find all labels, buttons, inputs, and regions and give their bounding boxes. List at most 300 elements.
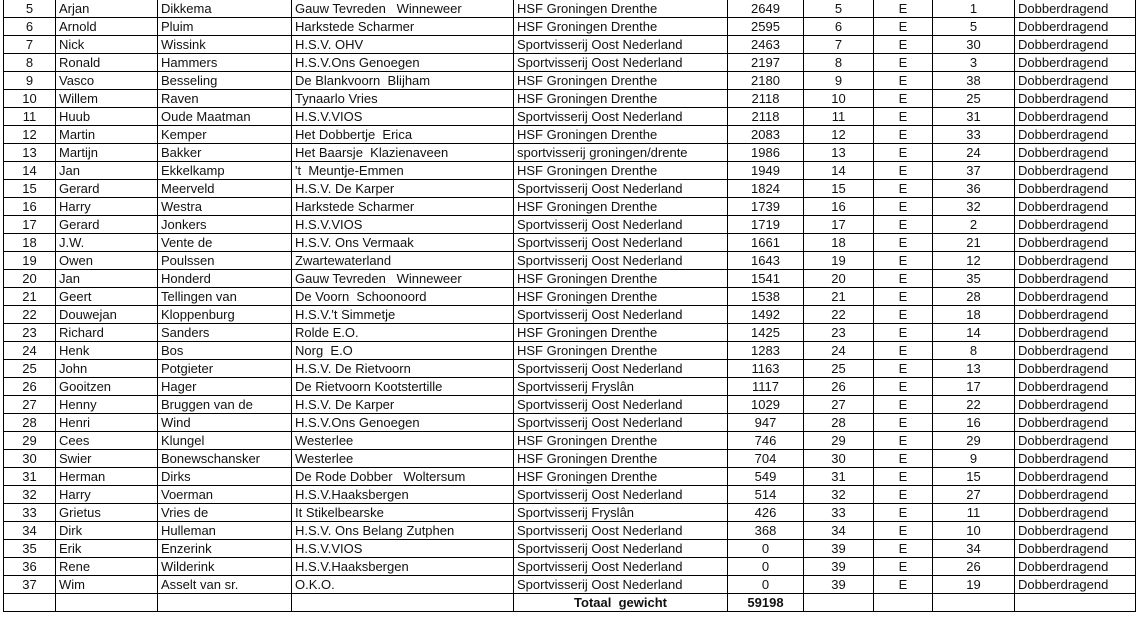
cell-rank: 26 (4, 378, 56, 396)
cell-weight: 947 (728, 414, 804, 432)
cell-last-name: Bos (158, 342, 292, 360)
table-row (4, 216, 1136, 234)
cell-draw-number: 3 (933, 54, 1015, 72)
table-row (4, 270, 1136, 288)
cell-last-name: Vente de (158, 234, 292, 252)
table-row (4, 108, 1136, 126)
cell-last-name: Hammers (158, 54, 292, 72)
cell-first-name: Swier (56, 450, 158, 468)
cell-rank: 8 (4, 54, 56, 72)
cell-technique: Dobberdragend (1015, 18, 1136, 36)
cell-first-name: Herman (56, 468, 158, 486)
cell-draw-number: 33 (933, 126, 1015, 144)
cell-federation: HSF Groningen Drenthe (514, 18, 728, 36)
cell-federation: Sportvisserij Oost Nederland (514, 108, 728, 126)
cell-draw-number: 12 (933, 252, 1015, 270)
cell-rank: 37 (4, 576, 56, 594)
cell-club: H.S.V.Haaksbergen (292, 486, 514, 504)
cell-place: 39 (804, 540, 874, 558)
cell-rank: 12 (4, 126, 56, 144)
cell-federation: Sportvisserij Oost Nederland (514, 396, 728, 414)
cell-weight: 549 (728, 468, 804, 486)
table-row (4, 126, 1136, 144)
cell-technique: Dobberdragend (1015, 504, 1136, 522)
cell-technique: Dobberdragend (1015, 144, 1136, 162)
cell-first-name: Harry (56, 486, 158, 504)
cell-sector: E (874, 486, 933, 504)
cell-club: Rolde E.O. (292, 324, 514, 342)
total-cell-place (804, 594, 874, 612)
cell-first-name: Gooitzen (56, 378, 158, 396)
cell-federation: Sportvisserij Oost Nederland (514, 576, 728, 594)
total-row (4, 594, 1136, 612)
cell-club: H.S.V. De Rietvoorn (292, 360, 514, 378)
cell-club: H.S.V.'t Simmetje (292, 306, 514, 324)
cell-draw-number: 26 (933, 558, 1015, 576)
table-row (4, 360, 1136, 378)
cell-sector: E (874, 72, 933, 90)
cell-club: H.S.V. De Karper (292, 396, 514, 414)
cell-draw-number: 15 (933, 468, 1015, 486)
table-row (4, 162, 1136, 180)
cell-weight: 2118 (728, 90, 804, 108)
cell-club: Zwartewaterland (292, 252, 514, 270)
cell-last-name: Honderd (158, 270, 292, 288)
cell-place: 16 (804, 198, 874, 216)
cell-sector: E (874, 396, 933, 414)
cell-federation: Sportvisserij Fryslân (514, 378, 728, 396)
cell-weight: 1824 (728, 180, 804, 198)
cell-federation: Sportvisserij Oost Nederland (514, 216, 728, 234)
table-row (4, 324, 1136, 342)
cell-technique: Dobberdragend (1015, 450, 1136, 468)
cell-weight: 2595 (728, 18, 804, 36)
cell-sector: E (874, 36, 933, 54)
table-row (4, 342, 1136, 360)
cell-weight: 0 (728, 576, 804, 594)
cell-first-name: Henny (56, 396, 158, 414)
cell-technique: Dobberdragend (1015, 576, 1136, 594)
table-row (4, 468, 1136, 486)
cell-rank: 15 (4, 180, 56, 198)
cell-federation: HSF Groningen Drenthe (514, 342, 728, 360)
table-row (4, 144, 1136, 162)
cell-first-name: Jan (56, 270, 158, 288)
cell-club: 't Meuntje-Emmen (292, 162, 514, 180)
cell-federation: HSF Groningen Drenthe (514, 432, 728, 450)
cell-first-name: Martijn (56, 144, 158, 162)
cell-technique: Dobberdragend (1015, 324, 1136, 342)
cell-first-name: Richard (56, 324, 158, 342)
cell-rank: 29 (4, 432, 56, 450)
cell-draw-number: 1 (933, 0, 1015, 18)
cell-rank: 5 (4, 0, 56, 18)
cell-place: 17 (804, 216, 874, 234)
total-cell-technique (1015, 594, 1136, 612)
cell-place: 11 (804, 108, 874, 126)
table-row (4, 306, 1136, 324)
cell-rank: 22 (4, 306, 56, 324)
cell-first-name: Arjan (56, 0, 158, 18)
cell-first-name: Arnold (56, 18, 158, 36)
cell-sector: E (874, 432, 933, 450)
table-row (4, 36, 1136, 54)
cell-first-name: Douwejan (56, 306, 158, 324)
cell-technique: Dobberdragend (1015, 558, 1136, 576)
table-row (4, 432, 1136, 450)
cell-technique: Dobberdragend (1015, 522, 1136, 540)
cell-last-name: Dikkema (158, 0, 292, 18)
cell-club: Harkstede Scharmer (292, 18, 514, 36)
cell-technique: Dobberdragend (1015, 198, 1136, 216)
cell-weight: 426 (728, 504, 804, 522)
cell-weight: 368 (728, 522, 804, 540)
cell-place: 19 (804, 252, 874, 270)
cell-place: 10 (804, 90, 874, 108)
table-row (4, 54, 1136, 72)
table-row (4, 378, 1136, 396)
cell-club: De Blankvoorn Blijham (292, 72, 514, 90)
total-cell-rank (4, 594, 56, 612)
cell-club: H.S.V.Ons Genoegen (292, 54, 514, 72)
cell-last-name: Asselt van sr. (158, 576, 292, 594)
cell-technique: Dobberdragend (1015, 36, 1136, 54)
cell-club: De Rietvoorn Kootstertille (292, 378, 514, 396)
cell-weight: 1986 (728, 144, 804, 162)
cell-sector: E (874, 54, 933, 72)
cell-draw-number: 19 (933, 576, 1015, 594)
cell-first-name: Henk (56, 342, 158, 360)
cell-first-name: Grietus (56, 504, 158, 522)
cell-club: H.S.V.VIOS (292, 216, 514, 234)
cell-weight: 1661 (728, 234, 804, 252)
cell-rank: 30 (4, 450, 56, 468)
cell-last-name: Klungel (158, 432, 292, 450)
total-cell-draw-number (933, 594, 1015, 612)
cell-last-name: Dirks (158, 468, 292, 486)
cell-first-name: Martin (56, 126, 158, 144)
cell-sector: E (874, 180, 933, 198)
cell-last-name: Hager (158, 378, 292, 396)
cell-club: H.S.V.Ons Genoegen (292, 414, 514, 432)
cell-rank: 31 (4, 468, 56, 486)
cell-technique: Dobberdragend (1015, 378, 1136, 396)
cell-federation: HSF Groningen Drenthe (514, 126, 728, 144)
cell-draw-number: 9 (933, 450, 1015, 468)
cell-weight: 0 (728, 540, 804, 558)
table-row (4, 18, 1136, 36)
cell-sector: E (874, 0, 933, 18)
cell-last-name: Wissink (158, 36, 292, 54)
cell-sector: E (874, 558, 933, 576)
cell-weight: 2180 (728, 72, 804, 90)
table-row (4, 90, 1136, 108)
cell-place: 32 (804, 486, 874, 504)
cell-first-name: Dirk (56, 522, 158, 540)
cell-place: 34 (804, 522, 874, 540)
table-row (4, 450, 1136, 468)
cell-technique: Dobberdragend (1015, 468, 1136, 486)
cell-sector: E (874, 270, 933, 288)
cell-weight: 1949 (728, 162, 804, 180)
total-cell-federation: Totaal gewicht (514, 594, 728, 612)
cell-rank: 24 (4, 342, 56, 360)
cell-club: H.S.V. Ons Vermaak (292, 234, 514, 252)
cell-first-name: Vasco (56, 72, 158, 90)
cell-rank: 16 (4, 198, 56, 216)
cell-sector: E (874, 108, 933, 126)
cell-first-name: Owen (56, 252, 158, 270)
cell-club: H.S.V.Haaksbergen (292, 558, 514, 576)
table-row (4, 522, 1136, 540)
cell-sector: E (874, 234, 933, 252)
cell-draw-number: 25 (933, 90, 1015, 108)
cell-club: H.S.V.VIOS (292, 108, 514, 126)
total-cell-club (292, 594, 514, 612)
cell-weight: 2463 (728, 36, 804, 54)
cell-federation: Sportvisserij Fryslân (514, 504, 728, 522)
cell-federation: HSF Groningen Drenthe (514, 90, 728, 108)
cell-technique: Dobberdragend (1015, 342, 1136, 360)
cell-first-name: Nick (56, 36, 158, 54)
cell-technique: Dobberdragend (1015, 270, 1136, 288)
cell-last-name: Oude Maatman (158, 108, 292, 126)
cell-federation: HSF Groningen Drenthe (514, 270, 728, 288)
cell-place: 22 (804, 306, 874, 324)
table-row (4, 540, 1136, 558)
cell-draw-number: 32 (933, 198, 1015, 216)
cell-federation: HSF Groningen Drenthe (514, 198, 728, 216)
cell-last-name: Bruggen van de (158, 396, 292, 414)
cell-last-name: Raven (158, 90, 292, 108)
cell-sector: E (874, 252, 933, 270)
cell-technique: Dobberdragend (1015, 0, 1136, 18)
cell-place: 26 (804, 378, 874, 396)
cell-draw-number: 18 (933, 306, 1015, 324)
cell-draw-number: 16 (933, 414, 1015, 432)
cell-first-name: Gerard (56, 216, 158, 234)
cell-draw-number: 31 (933, 108, 1015, 126)
cell-technique: Dobberdragend (1015, 234, 1136, 252)
cell-technique: Dobberdragend (1015, 288, 1136, 306)
cell-sector: E (874, 522, 933, 540)
cell-draw-number: 5 (933, 18, 1015, 36)
cell-weight: 1739 (728, 198, 804, 216)
cell-federation: HSF Groningen Drenthe (514, 72, 728, 90)
cell-federation: Sportvisserij Oost Nederland (514, 414, 728, 432)
table-row (4, 288, 1136, 306)
cell-rank: 27 (4, 396, 56, 414)
cell-club: H.S.V. Ons Belang Zutphen (292, 522, 514, 540)
cell-rank: 14 (4, 162, 56, 180)
cell-place: 14 (804, 162, 874, 180)
cell-place: 30 (804, 450, 874, 468)
cell-last-name: Bakker (158, 144, 292, 162)
cell-place: 25 (804, 360, 874, 378)
cell-first-name: Cees (56, 432, 158, 450)
cell-last-name: Tellingen van (158, 288, 292, 306)
cell-last-name: Kemper (158, 126, 292, 144)
cell-technique: Dobberdragend (1015, 162, 1136, 180)
total-cell-last-name (158, 594, 292, 612)
cell-first-name: Jan (56, 162, 158, 180)
cell-sector: E (874, 288, 933, 306)
cell-first-name: Ronald (56, 54, 158, 72)
cell-club: H.S.V. De Karper (292, 180, 514, 198)
cell-last-name: Hulleman (158, 522, 292, 540)
cell-first-name: Gerard (56, 180, 158, 198)
cell-last-name: Sanders (158, 324, 292, 342)
cell-rank: 13 (4, 144, 56, 162)
cell-rank: 25 (4, 360, 56, 378)
cell-last-name: Ekkelkamp (158, 162, 292, 180)
table-row (4, 558, 1136, 576)
cell-sector: E (874, 450, 933, 468)
cell-last-name: Poulssen (158, 252, 292, 270)
cell-draw-number: 8 (933, 342, 1015, 360)
cell-club: Norg E.O (292, 342, 514, 360)
cell-weight: 746 (728, 432, 804, 450)
cell-rank: 33 (4, 504, 56, 522)
table-row (4, 576, 1136, 594)
cell-place: 13 (804, 144, 874, 162)
cell-draw-number: 13 (933, 360, 1015, 378)
cell-sector: E (874, 468, 933, 486)
cell-club: Het Baarsje Klazienaveen (292, 144, 514, 162)
cell-club: Gauw Tevreden Winneweer (292, 270, 514, 288)
cell-last-name: Wind (158, 414, 292, 432)
cell-federation: HSF Groningen Drenthe (514, 468, 728, 486)
cell-weight: 2197 (728, 54, 804, 72)
cell-federation: Sportvisserij Oost Nederland (514, 252, 728, 270)
cell-club: Harkstede Scharmer (292, 198, 514, 216)
cell-draw-number: 28 (933, 288, 1015, 306)
cell-technique: Dobberdragend (1015, 486, 1136, 504)
cell-weight: 514 (728, 486, 804, 504)
cell-federation: Sportvisserij Oost Nederland (514, 540, 728, 558)
cell-weight: 1643 (728, 252, 804, 270)
cell-rank: 7 (4, 36, 56, 54)
cell-draw-number: 10 (933, 522, 1015, 540)
table-row (4, 0, 1136, 18)
cell-club: Het Dobbertje Erica (292, 126, 514, 144)
cell-technique: Dobberdragend (1015, 306, 1136, 324)
cell-first-name: Wim (56, 576, 158, 594)
table-row (4, 252, 1136, 270)
cell-last-name: Kloppenburg (158, 306, 292, 324)
cell-sector: E (874, 540, 933, 558)
cell-draw-number: 22 (933, 396, 1015, 414)
cell-sector: E (874, 126, 933, 144)
cell-federation: HSF Groningen Drenthe (514, 450, 728, 468)
cell-rank: 18 (4, 234, 56, 252)
cell-weight: 2649 (728, 0, 804, 18)
cell-last-name: Potgieter (158, 360, 292, 378)
cell-sector: E (874, 360, 933, 378)
cell-last-name: Voerman (158, 486, 292, 504)
cell-place: 18 (804, 234, 874, 252)
total-cell-sector (874, 594, 933, 612)
cell-technique: Dobberdragend (1015, 126, 1136, 144)
cell-first-name: Erik (56, 540, 158, 558)
cell-federation: Sportvisserij Oost Nederland (514, 306, 728, 324)
cell-place: 12 (804, 126, 874, 144)
cell-place: 39 (804, 558, 874, 576)
cell-place: 6 (804, 18, 874, 36)
cell-place: 39 (804, 576, 874, 594)
cell-federation: Sportvisserij Oost Nederland (514, 54, 728, 72)
cell-sector: E (874, 504, 933, 522)
cell-sector: E (874, 324, 933, 342)
cell-rank: 32 (4, 486, 56, 504)
cell-technique: Dobberdragend (1015, 396, 1136, 414)
cell-first-name: Willem (56, 90, 158, 108)
table-row (4, 234, 1136, 252)
cell-last-name: Pluim (158, 18, 292, 36)
cell-draw-number: 30 (933, 36, 1015, 54)
cell-technique: Dobberdragend (1015, 540, 1136, 558)
cell-place: 33 (804, 504, 874, 522)
cell-weight: 1117 (728, 378, 804, 396)
cell-federation: Sportvisserij Oost Nederland (514, 486, 728, 504)
cell-draw-number: 21 (933, 234, 1015, 252)
cell-place: 21 (804, 288, 874, 306)
cell-draw-number: 27 (933, 486, 1015, 504)
cell-weight: 704 (728, 450, 804, 468)
cell-weight: 1541 (728, 270, 804, 288)
cell-technique: Dobberdragend (1015, 252, 1136, 270)
cell-place: 9 (804, 72, 874, 90)
cell-federation: Sportvisserij Oost Nederland (514, 558, 728, 576)
cell-sector: E (874, 342, 933, 360)
cell-weight: 1492 (728, 306, 804, 324)
cell-weight: 2083 (728, 126, 804, 144)
cell-last-name: Besseling (158, 72, 292, 90)
cell-federation: Sportvisserij Oost Nederland (514, 36, 728, 54)
cell-rank: 17 (4, 216, 56, 234)
cell-federation: sportvisserij groningen/drente (514, 144, 728, 162)
cell-last-name: Vries de (158, 504, 292, 522)
cell-first-name: Henri (56, 414, 158, 432)
cell-first-name: John (56, 360, 158, 378)
cell-federation: HSF Groningen Drenthe (514, 0, 728, 18)
table-row (4, 504, 1136, 522)
cell-technique: Dobberdragend (1015, 54, 1136, 72)
cell-rank: 20 (4, 270, 56, 288)
cell-weight: 1029 (728, 396, 804, 414)
cell-first-name: Huub (56, 108, 158, 126)
cell-sector: E (874, 18, 933, 36)
cell-place: 31 (804, 468, 874, 486)
cell-sector: E (874, 216, 933, 234)
total-cell-first-name (56, 594, 158, 612)
cell-rank: 23 (4, 324, 56, 342)
cell-first-name: Geert (56, 288, 158, 306)
cell-federation: Sportvisserij Oost Nederland (514, 522, 728, 540)
cell-technique: Dobberdragend (1015, 360, 1136, 378)
cell-draw-number: 29 (933, 432, 1015, 450)
cell-weight: 0 (728, 558, 804, 576)
cell-place: 29 (804, 432, 874, 450)
cell-rank: 19 (4, 252, 56, 270)
results-sheet (3, 0, 1136, 612)
table-row (4, 396, 1136, 414)
table-row (4, 198, 1136, 216)
cell-last-name: Enzerink (158, 540, 292, 558)
cell-draw-number: 36 (933, 180, 1015, 198)
cell-place: 7 (804, 36, 874, 54)
table-row (4, 414, 1136, 432)
